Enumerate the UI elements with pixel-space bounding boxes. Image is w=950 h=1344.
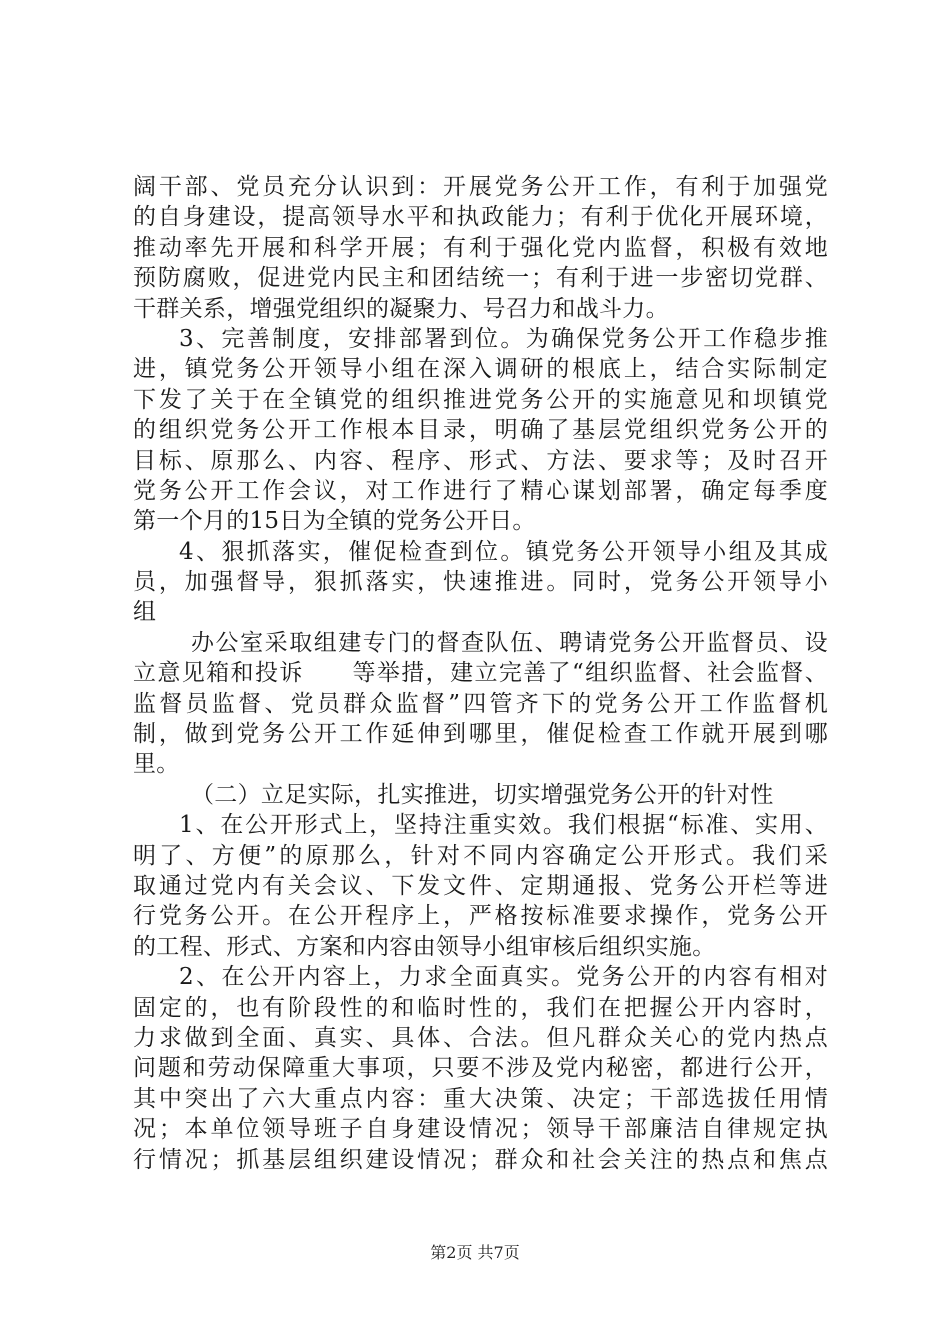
section-heading: （二）立足实际，扎实推进，切实增强党务公开的针对性 [191, 781, 774, 808]
text-line: 明了、方便”的原那么，针对不同内容确定公开形式。我们采 [133, 842, 828, 869]
text-line: 2、在公开内容上，力求全面真实。党务公开的内容有相对 [179, 964, 828, 991]
text-line: 况；本单位领导班子自身建设情况；领导干部廉洁自律规定执 [133, 1116, 828, 1143]
text-line: 问题和劳动保障重大事项，只要不涉及党内秘密，都进行公开， [133, 1055, 828, 1082]
text-line: 推动率先开展和科学开展；有利于强化党内监督，积极有效地 [133, 234, 828, 261]
text-line: 4、狠抓落实，催促检查到位。镇党务公开领导小组及其成 [179, 538, 828, 565]
text-line: 的组织党务公开工作根本目录，明确了基层党组织党务公开的 [133, 417, 828, 444]
text-line: 下发了关于在全镇党的组织推进党务公开的实施意见和坝镇党 [133, 386, 828, 413]
text-line: 立意见箱和投诉 等举措，建立完善了“组织监督、社会监督、 [133, 660, 828, 687]
text-line: 里。 [133, 751, 180, 778]
text-line: 固定的，也有阶段性的和临时性的，我们在把握公开内容时， [133, 994, 828, 1021]
text-line: 干群关系，增强党组织的凝聚力、号召力和战斗力。 [133, 295, 669, 322]
body-text [133, 172, 828, 1175]
text-line: 的自身建设，提高领导水平和执政能力；有利于优化开展环境， [133, 204, 828, 231]
text-line: 办公室采取组建专门的督查队伍、聘请党务公开监督员、设 [191, 629, 828, 656]
text-line: 行党务公开。在公开程序上，严格按标准要求操作，党务公开 [133, 903, 828, 930]
text-line: 3、完善制度，安排部署到位。为确保党务公开工作稳步推 [179, 325, 828, 352]
text-line: 行情况；抓基层组织建设情况；群众和社会关注的热点和焦点 [133, 1146, 828, 1173]
page-number: 第2页 共7页 [430, 1243, 520, 1262]
text-line: 制，做到党务公开工作延伸到哪里，催促检查工作就开展到哪 [133, 721, 828, 748]
text-line: 力求做到全面、真实、具体、合法。但凡群众关心的党内热点 [133, 1024, 828, 1051]
text-line: 取通过党内有关会议、下发文件、定期通报、党务公开栏等进 [133, 872, 828, 899]
text-line: 进，镇党务公开领导小组在深入调研的根底上，结合实际制定 [133, 356, 828, 383]
text-line: 监督员监督、党员群众监督”四管齐下的党务公开工作监督机 [133, 690, 828, 717]
text-line: 第一个月的15日为全镇的党务公开日。 [133, 508, 536, 535]
text-line: 其中突出了六大重点内容：重大决策、决定；干部选拔任用情 [133, 1085, 828, 1112]
text-line: 组 [133, 599, 157, 626]
text-line: 员，加强督导，狠抓落实，快速推进。同时，党务公开领导小 [133, 569, 828, 596]
text-line: 的工程、形式、方案和内容由领导小组审核后组织实施。 [133, 933, 716, 960]
text-line: 预防腐败，促进党内民主和团结统一；有利于进一步密切党群、 [133, 265, 828, 292]
text-line: 目标、原那么、内容、程序、形式、方法、要求等；及时召开 [133, 447, 828, 474]
text-line: 阔干部、党员充分认识到：开展党务公开工作，有利于加强党 [133, 174, 828, 200]
text-line: 1、在公开形式上，坚持注重实效。我们根据“标准、实用、 [179, 812, 828, 839]
text-line: 党务公开工作会议，对工作进行了精心谋划部署，确定每季度 [133, 477, 828, 504]
